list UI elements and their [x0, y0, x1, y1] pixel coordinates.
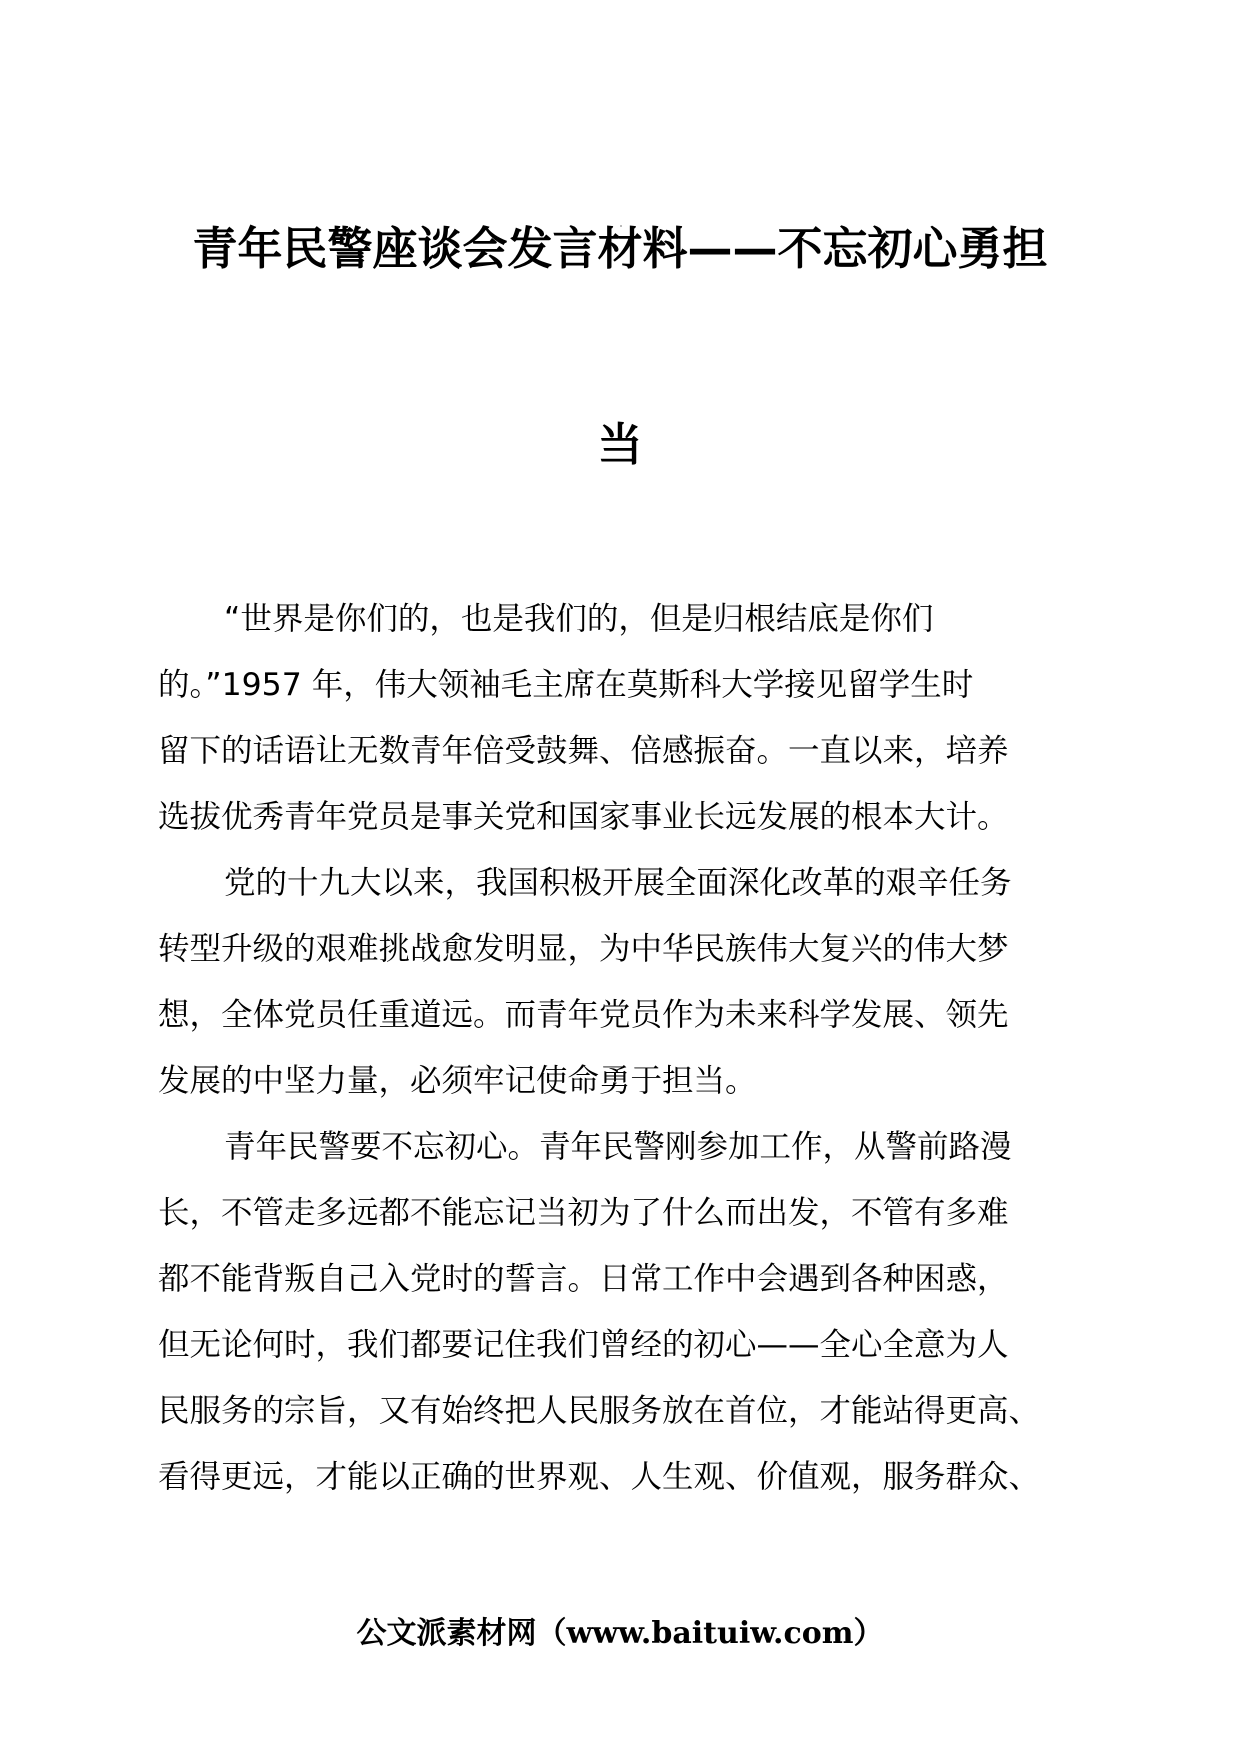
paragraph-1-line: 留下的话语让无数青年倍受鼓舞、倍感振奋。一直以来，培养: [158, 733, 1009, 769]
paragraph-2-line: 发展的中坚力量，必须牢记使命勇于担当。: [158, 1063, 757, 1099]
body-text: [158, 586, 1088, 1510]
paragraph-3-line: 民服务的宗旨，又有始终把人民服务放在首位，才能站得更高、: [158, 1393, 1041, 1429]
paragraph-1-line: 的。”1957 年，伟大领袖毛主席在莫斯科大学接见留学生时: [158, 667, 974, 703]
footer-source: 公文派素材网（www.baituiw.com）: [356, 1616, 884, 1651]
paragraph-1-line: “世界是你们的，也是我们的，但是归根结底是你们: [224, 601, 934, 637]
paragraph-3-line: 长，不管走多远都不能忘记当初为了什么而出发，不管有多难: [158, 1195, 1009, 1231]
paragraph-3-line: 看得更远，才能以正确的世界观、人生观、价值观，服务群众、: [158, 1459, 1041, 1495]
paragraph-3-line: 青年民警要不忘初心。青年民警刚参加工作，从警前路漫: [224, 1129, 1012, 1165]
document-title-line-2: 当: [597, 418, 643, 471]
paragraph-2-line: 党的十九大以来，我国积极开展全面深化改革的艰辛任务: [224, 865, 1012, 901]
paragraph-3-line: 都不能背叛自己入党时的誓言。日常工作中会遇到各种困惑，: [158, 1261, 1009, 1297]
paragraph-2-line: 想，全体党员任重道远。而青年党员作为未来科学发展、领先: [158, 997, 1009, 1033]
document-title-line-1: 青年民警座谈会发言材料——不忘初心勇担: [192, 222, 1048, 275]
paragraph-3-line: 但无论何时，我们都要记住我们曾经的初心——全心全意为人: [158, 1327, 1009, 1363]
paragraph-2-line: 转型升级的艰难挑战愈发明显，为中华民族伟大复兴的伟大梦: [158, 931, 1009, 967]
paragraph-1-line: 选拔优秀青年党员是事关党和国家事业长远发展的根本大计。: [158, 799, 1009, 835]
